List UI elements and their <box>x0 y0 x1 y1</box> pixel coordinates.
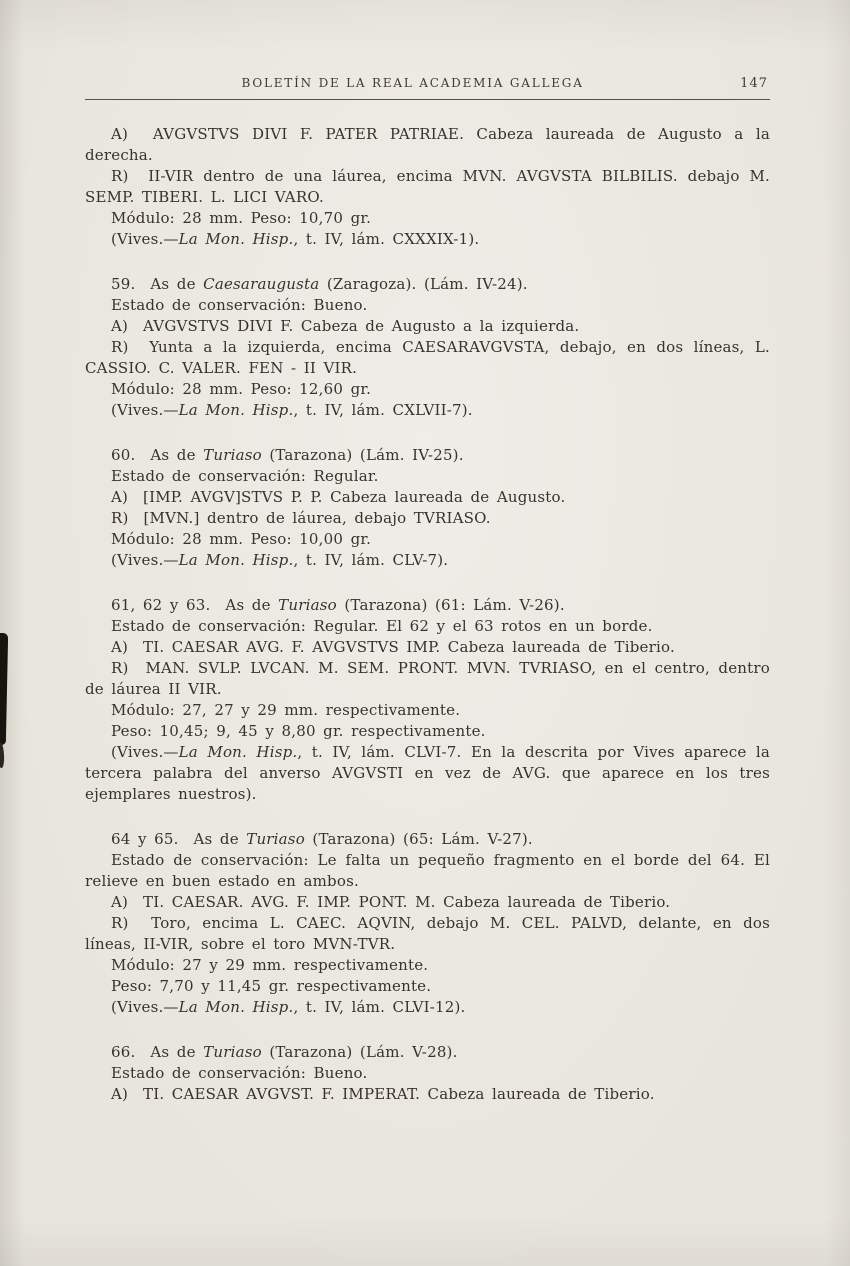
text-run: R) MAN. SVLP. LVCAN. M. SEM. PRONT. MVN. TVRIASO, en el centro, dentro de láurea II VIR. <box>85 659 770 698</box>
paragraph <box>85 508 770 529</box>
text-run: A) TI. CAESAR. AVG. F. IMP. PONT. M. Cabeza laureada de Tiberio. <box>111 893 671 911</box>
journal-title: BOLETÍN DE LA REAL ACADEMIA GALLEGA <box>241 76 584 90</box>
text-run: A) AVGVSTVS DIVI F. PATER PATRIAE. Cabeza laureada de Augusto a la derecha. <box>85 125 770 164</box>
paragraph <box>85 742 770 805</box>
italic-run: Turiaso <box>203 1043 262 1061</box>
text-run: (Vives.— <box>111 401 179 419</box>
text-run: , t. IV, lám. CXXXIX-1). <box>293 230 480 248</box>
catalog-entry <box>85 1042 770 1105</box>
text-run: Peso: 7,70 y 11,45 gr. respectivamente. <box>111 977 432 995</box>
paragraph <box>85 658 770 700</box>
paragraph <box>85 997 770 1018</box>
paragraph <box>85 274 770 295</box>
text-run: (Tarazona) (65: Lám. V-27). <box>304 830 533 848</box>
paragraph <box>85 445 770 466</box>
paragraph <box>85 1084 770 1105</box>
header-rule <box>85 99 770 100</box>
italic-run: La Mon. Hisp. <box>178 551 294 569</box>
page-header <box>85 76 770 91</box>
text-run: R) II-VIR dentro de una láurea, encima MVN. AVGVSTA BILBILIS. debajo M. SEMP. TIBERI. L. LICI VARO. <box>85 167 770 206</box>
text-run: , t. IV, lám. CLV-7). <box>293 551 449 569</box>
text-run: 59. As de <box>111 275 204 293</box>
text-run: 66. As de <box>111 1043 204 1061</box>
scan-blemish-left-edge-tail <box>0 742 4 768</box>
page-number: 147 <box>740 76 768 91</box>
text-run: , t. IV, lám. CLVI-12). <box>293 998 466 1016</box>
paragraph <box>85 976 770 997</box>
italic-run: Caesaraugusta <box>203 275 320 293</box>
paragraph <box>85 850 770 892</box>
paragraph <box>85 337 770 379</box>
paragraph <box>85 637 770 658</box>
italic-run: Turiaso <box>278 596 337 614</box>
paragraph <box>85 955 770 976</box>
text-run: (Vives.— <box>111 230 179 248</box>
paragraph <box>85 595 770 616</box>
text-run: A) [IMP. AVGV]STVS P. P. Cabeza laureada de Augusto. <box>111 488 566 506</box>
text-run: (Vives.— <box>111 998 179 1016</box>
paragraph <box>85 700 770 721</box>
text-run: Estado de conservación: Regular. <box>111 467 379 485</box>
italic-run: La Mon. Hisp. <box>178 230 294 248</box>
paragraph <box>85 379 770 400</box>
paragraph <box>85 316 770 337</box>
scan-blemish-left-edge <box>0 633 8 745</box>
text-run: (Zaragoza). (Lám. IV-24). <box>319 275 528 293</box>
paragraph <box>85 913 770 955</box>
text-run: R) Toro, encima L. CAEC. AQVIN, debajo M. CEL. PALVD, delante, en dos líneas, II-VIR, sobre el toro MVN-TVR. <box>85 914 770 953</box>
text-run: Módulo: 28 mm. Peso: 10,70 gr. <box>111 209 372 227</box>
text-run: Módulo: 27 y 29 mm. respectivamente. <box>111 956 429 974</box>
text-run: 61, 62 y 63. As de <box>111 596 279 614</box>
text-run: , t. IV, lám. CLVI-7. En la descrita por Vives aparece la tercera palabra del anverso AVGVSTI en vez de AVG. que aparece en los tres ejemplares nuestros). <box>85 743 771 803</box>
text-run: Estado de conservación: Bueno. <box>111 1064 368 1082</box>
text-run: Módulo: 28 mm. Peso: 10,00 gr. <box>111 530 372 548</box>
paragraph <box>85 892 770 913</box>
catalog-entry <box>85 124 770 250</box>
text-run: Estado de conservación: Regular. El 62 y el 63 rotos en un borde. <box>111 617 653 635</box>
italic-run: La Mon. Hisp. <box>178 743 298 761</box>
paragraph <box>85 550 770 571</box>
text-run: (Vives.— <box>111 743 179 761</box>
text-run: A) TI. CAESAR AVGVST. F. IMPERAT. Cabeza laureada de Tiberio. <box>111 1085 655 1103</box>
catalog-entry <box>85 274 770 421</box>
paragraph <box>85 529 770 550</box>
text-run: R) Yunta a la izquierda, encima CAESARAVGVSTA, debajo, en dos líneas, L. CASSIO. C. VALER. FEN - II VIR. <box>85 338 770 377</box>
italic-run: Turiaso <box>246 830 305 848</box>
paragraph <box>85 124 770 166</box>
text-run: A) TI. CAESAR AVG. F. AVGVSTVS IMP. Cabeza laureada de Tiberio. <box>111 638 675 656</box>
text-run: , t. IV, lám. CXLVII-7). <box>293 401 473 419</box>
text-run: Módulo: 28 mm. Peso: 12,60 gr. <box>111 380 372 398</box>
paragraph <box>85 721 770 742</box>
paragraph <box>85 208 770 229</box>
paragraph <box>85 295 770 316</box>
italic-run: La Mon. Hisp. <box>178 998 294 1016</box>
paragraph <box>85 400 770 421</box>
catalog-text <box>85 124 770 1105</box>
text-run: (Tarazona) (61: Lám. V-26). <box>336 596 565 614</box>
catalog-entry <box>85 445 770 571</box>
text-run: A) AVGVSTVS DIVI F. Cabeza de Augusto a la izquierda. <box>111 317 580 335</box>
text-run: Estado de conservación: Bueno. <box>111 296 368 314</box>
paragraph <box>85 487 770 508</box>
paragraph <box>85 829 770 850</box>
text-run: Estado de conservación: Le falta un pequeño fragmento en el borde del 64. El relieve en buen estado en ambos. <box>85 851 770 890</box>
italic-run: Turiaso <box>203 446 262 464</box>
paragraph <box>85 1063 770 1084</box>
text-run: (Tarazona) (Lám. V-28). <box>261 1043 458 1061</box>
catalog-entry <box>85 829 770 1018</box>
paragraph <box>85 1042 770 1063</box>
paragraph <box>85 466 770 487</box>
paragraph <box>85 229 770 250</box>
text-run: (Tarazona) (Lám. IV-25). <box>261 446 464 464</box>
text-run: (Vives.— <box>111 551 179 569</box>
catalog-entry <box>85 595 770 805</box>
text-run: Módulo: 27, 27 y 29 mm. respectivamente. <box>111 701 461 719</box>
paragraph <box>85 166 770 208</box>
text-run: 64 y 65. As de <box>111 830 247 848</box>
text-run: Peso: 10,45; 9, 45 y 8,80 gr. respectivamente. <box>111 722 486 740</box>
paragraph <box>85 616 770 637</box>
text-run: R) [MVN.] dentro de láurea, debajo TVRIASO. <box>111 509 491 527</box>
text-run: 60. As de <box>111 446 204 464</box>
italic-run: La Mon. Hisp. <box>178 401 294 419</box>
